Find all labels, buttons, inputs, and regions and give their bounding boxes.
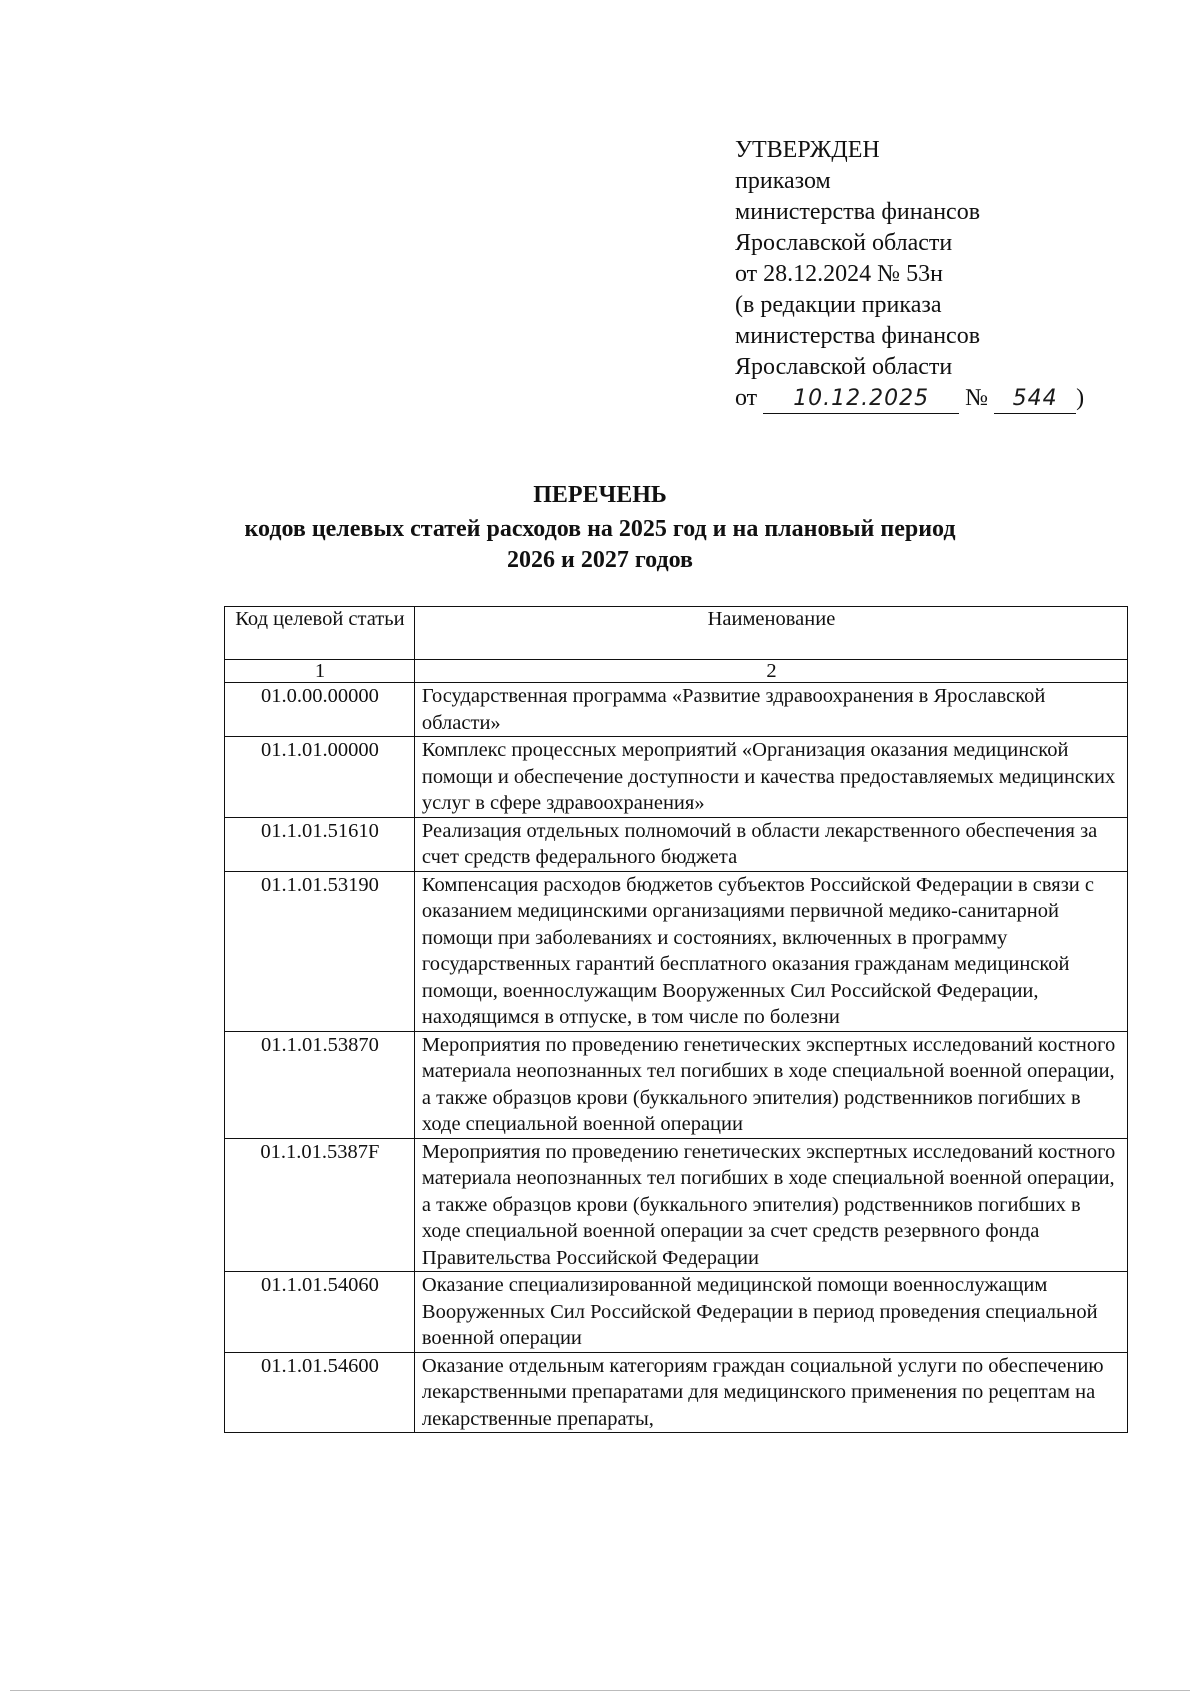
row-code: 01.1.01.53870 bbox=[225, 1031, 415, 1138]
row-name: Комплекс процессных мероприятий «Организация оказания медицинской помощи и обеспечение доступности и качества предоставляемых медицинских услуг в сфере здравоохранения» bbox=[414, 737, 1127, 818]
approval-line: от 28.12.2024 № 53н bbox=[735, 261, 943, 287]
scan-edge-line bbox=[10, 1690, 1190, 1691]
number-label: № bbox=[965, 385, 989, 411]
table-row bbox=[225, 1272, 1128, 1353]
row-code: 01.0.00.00000 bbox=[225, 683, 415, 737]
document-subtitle-line-1: кодов целевых статей расходов на 2025 год и на плановый период bbox=[244, 516, 956, 542]
approval-line: министерства финансов bbox=[735, 199, 981, 225]
table-row bbox=[225, 683, 1128, 737]
row-name: Оказание отдельным категориям граждан социальной услуги по обеспечению лекарственными препаратами для медицинского применения по рецептам на лекарственные препараты, bbox=[414, 1352, 1127, 1433]
column-number: 2 bbox=[414, 660, 1127, 683]
row-name: Реализация отдельных полномочий в области лекарственного обеспечения за счет средств федерального бюджета bbox=[414, 817, 1127, 871]
row-code: 01.1.01.54060 bbox=[225, 1272, 415, 1353]
row-name: Мероприятия по проведению генетических экспертных исследований костного материала неопознанных тел погибших в ходе специальной военной операции, а также образцов крови (буккального эпителия) родственников погибших в ходе специальной военной операции за счет средств резервного фонда Правительства Российской Федерации bbox=[414, 1138, 1127, 1272]
approval-signature-line bbox=[735, 383, 1084, 414]
row-name: Оказание специализированной медицинской помощи военнослужащим Вооруженных Сил Российской Федерации в период проведения специальной военной операции bbox=[414, 1272, 1127, 1353]
row-name: Мероприятия по проведению генетических экспертных исследований костного материала неопознанных тел погибших в ходе специальной военной операции, а также образцов крови (буккального эпителия) родственников погибших в ходе специальной военной операции bbox=[414, 1031, 1127, 1138]
table-row bbox=[225, 1138, 1128, 1272]
codes-table bbox=[224, 606, 1128, 1433]
document-title: ПЕРЕЧЕНЬ bbox=[533, 482, 667, 508]
close-paren: ) bbox=[1076, 385, 1085, 411]
column-number-row bbox=[225, 660, 1128, 683]
row-code: 01.1.01.51610 bbox=[225, 817, 415, 871]
handwritten-number: 544 bbox=[994, 385, 1076, 414]
table-row bbox=[225, 871, 1128, 1031]
table-row bbox=[225, 1352, 1128, 1433]
row-name: Государственная программа «Развитие здравоохранения в Ярославской области» bbox=[414, 683, 1127, 737]
row-code: 01.1.01.5387F bbox=[225, 1138, 415, 1272]
header-code: Код целевой статьи bbox=[225, 607, 415, 660]
table-row bbox=[225, 817, 1128, 871]
table-row bbox=[225, 737, 1128, 818]
table-header-row bbox=[225, 607, 1128, 660]
approval-line: Ярославской области bbox=[735, 230, 953, 256]
table-row bbox=[225, 1031, 1128, 1138]
approval-line: (в редакции приказа bbox=[735, 292, 942, 318]
approval-heading: УТВЕРЖДЕН bbox=[735, 137, 880, 163]
row-code: 01.1.01.53190 bbox=[225, 871, 415, 1031]
row-code: 01.1.01.54600 bbox=[225, 1352, 415, 1433]
handwritten-date: 10.12.2025 bbox=[763, 385, 959, 414]
column-number: 1 bbox=[225, 660, 415, 683]
approval-line: приказом bbox=[735, 168, 831, 194]
approval-line: министерства финансов bbox=[735, 323, 981, 349]
approval-block bbox=[735, 135, 1084, 414]
approval-line: Ярославской области bbox=[735, 354, 953, 380]
document-subtitle-line-2: 2026 и 2027 годов bbox=[507, 547, 693, 573]
row-code: 01.1.01.00000 bbox=[225, 737, 415, 818]
from-label: от bbox=[735, 385, 758, 411]
header-name: Наименование bbox=[414, 607, 1127, 660]
row-name: Компенсация расходов бюджетов субъектов Российской Федерации в связи с оказанием медицинскими организациями первичной медико-санитарной помощи при заболеваниях и состояниях, включенных в программу государственных гарантий бесплатного оказания гражданам медицинской помощи, военнослужащим Вооруженных Сил Российской Федерации, находящимся в отпуске, в том числе по болезни bbox=[414, 871, 1127, 1031]
